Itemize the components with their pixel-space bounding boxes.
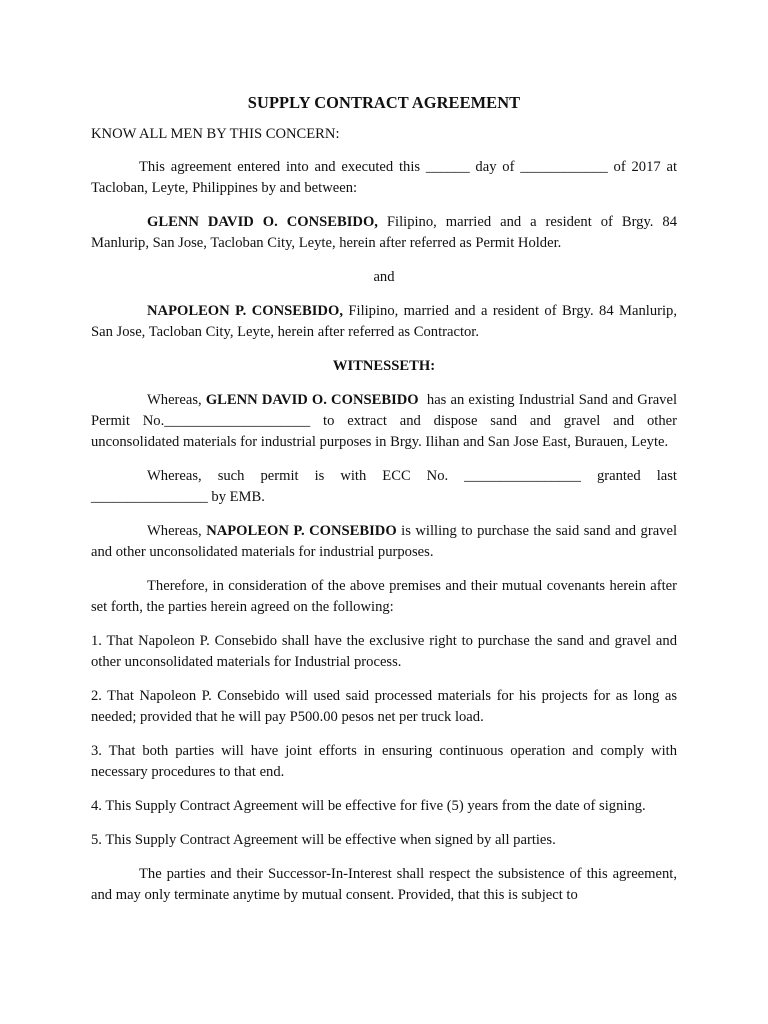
whereas-1-text: has an existing Industrial Sand and Gravel Permit No.____________________ to extract and dispose sand and gravel and other unconsolidated materials for industrial purposes in Brgy. Ilihan and San Jose East, Burauen, Leyte.	[91, 392, 681, 450]
whereas-3-prefix: Whereas,	[147, 523, 207, 539]
list-item: 2. That Napoleon P. Consebido will used said processed materials for his projects for as long as needed; provided that he will pay P500.00 pesos net per truck load.	[91, 688, 677, 725]
document-body	[91, 93, 681, 919]
whereas-2-paragraph: Whereas, such permit is with ECC No. ________________ granted last ________________ by EMB.	[91, 468, 677, 505]
party1-paragraph	[91, 212, 677, 254]
therefore-paragraph: Therefore, in consideration of the above premises and their mutual covenants herein after set forth, the parties herein agreed on the following:	[91, 578, 677, 615]
list-item: 4. This Supply Contract Agreement will be effective for five (5) years from the date of signing.	[91, 798, 646, 814]
document-title: SUPPLY CONTRACT AGREEMENT	[247, 93, 521, 112]
whereas-1-paragraph	[91, 390, 681, 453]
witnesseth-heading: WITNESSETH:	[332, 358, 436, 374]
intro-paragraph: This agreement entered into and executed this ______ day of ____________ of 2017 at Tacloban, Leyte, Philippines by and between:	[91, 159, 677, 196]
whereas-3-name: NAPOLEON P. CONSEBIDO	[206, 523, 397, 539]
list-item: 3. That both parties will have joint efforts in ensuring continuous operation and comply with necessary procedures to that end.	[91, 743, 677, 780]
whereas-1-name: GLENN DAVID O. CONSEBIDO	[205, 392, 419, 408]
party2-description: Filipino, married and a resident of Brgy. 84 Manlurip, San Jose, Tacloban City, Leyte, herein after referred as Contractor.	[91, 303, 677, 340]
closing-paragraph: The parties and their Successor-In-Interest shall respect the subsistence of this agreement, and may only terminate anytime by mutual consent. Provided, that this is subject to	[91, 866, 677, 903]
list-item: 5. This Supply Contract Agreement will be effective when signed by all parties.	[91, 832, 556, 848]
salutation: KNOW ALL MEN BY THIS CONCERN:	[91, 126, 340, 142]
conjunction: and	[373, 269, 395, 285]
whereas-3-text: is willing to purchase the said sand and gravel and other unconsolidated materials for industrial purposes.	[91, 523, 678, 560]
whereas-3-paragraph	[91, 521, 677, 563]
party2-paragraph	[91, 301, 677, 343]
party1-name: GLENN DAVID O. CONSEBIDO,	[147, 214, 378, 230]
party2-name: NAPOLEON P. CONSEBIDO,	[147, 303, 343, 319]
whereas-1-prefix: Whereas,	[147, 392, 206, 408]
party1-description: Filipino, married and a resident of Brgy. 84 Manlurip, San Jose, Tacloban City, Leyte, herein after referred as Permit Holder.	[91, 214, 678, 251]
list-item: 1. That Napoleon P. Consebido shall have the exclusive right to purchase the sand and gravel and other unconsolidated materials for Industrial process.	[91, 633, 677, 670]
